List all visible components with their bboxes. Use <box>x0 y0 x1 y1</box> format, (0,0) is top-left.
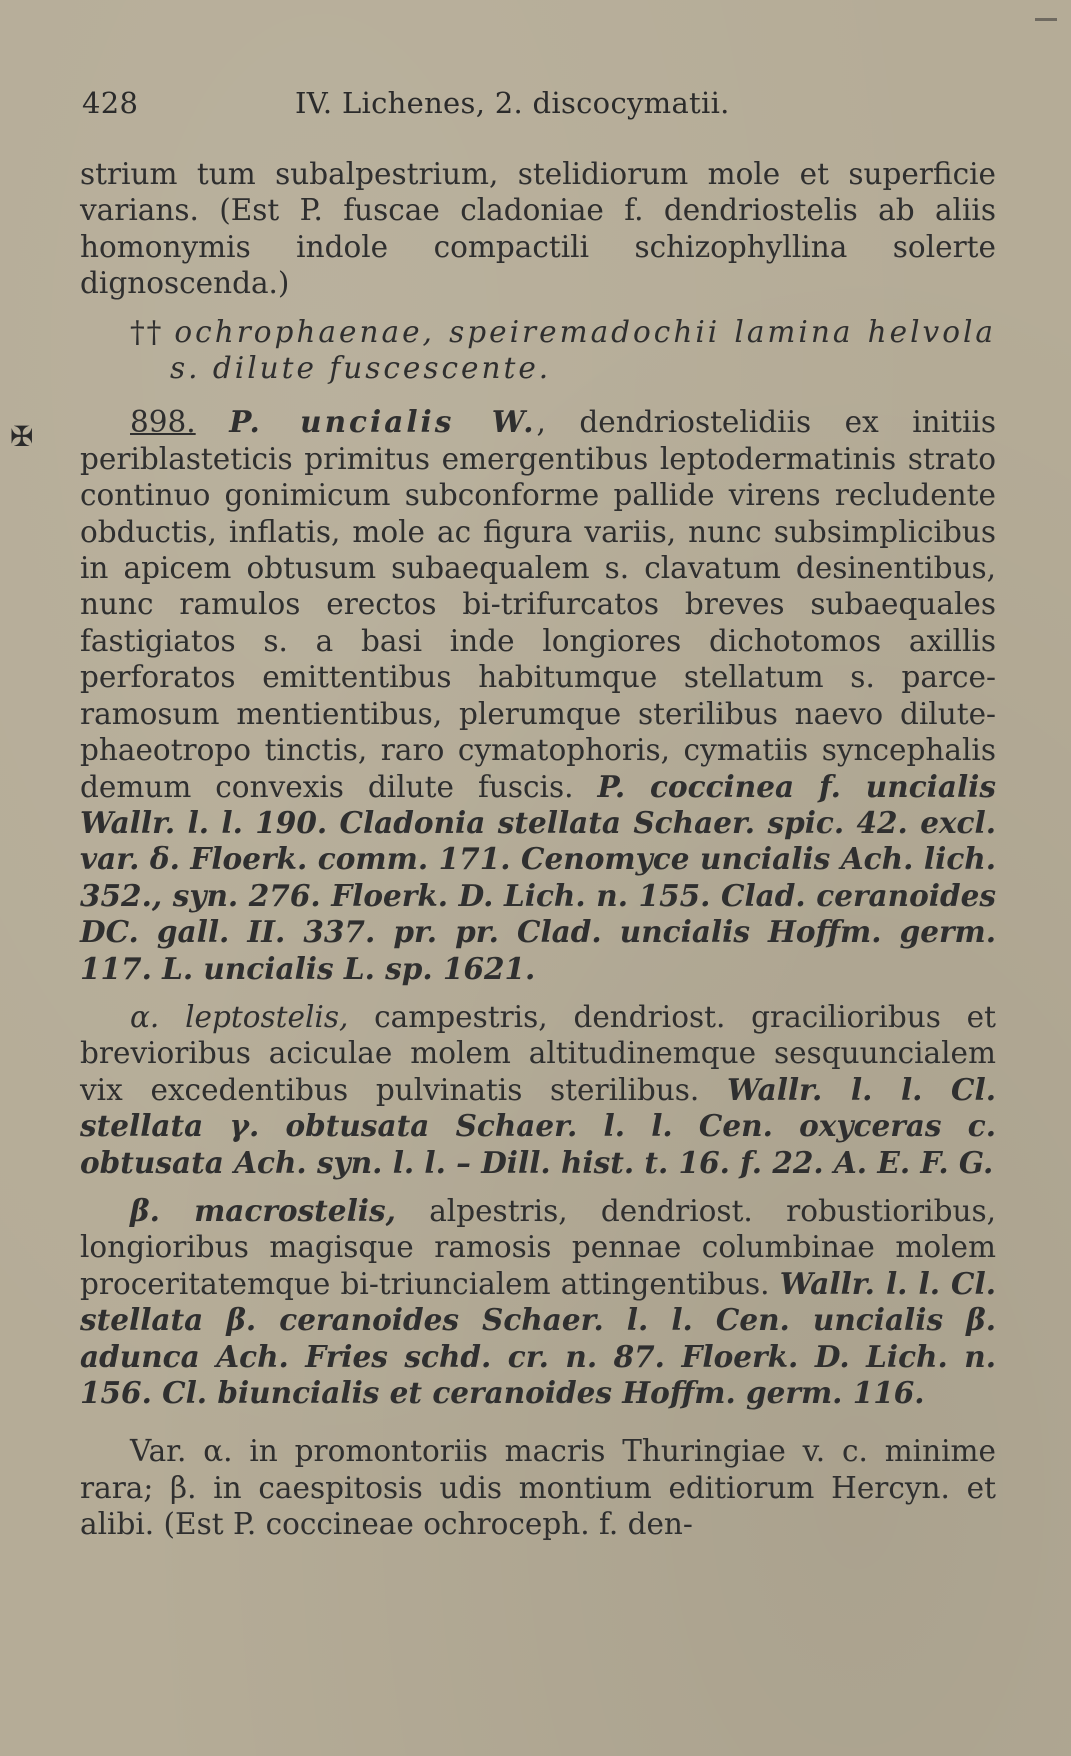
paragraph-habitat: Var. α. in promontoriis macris Thuringiae v. c. minime rara; β. in caespitosis udis montium editiorum Hercyn. et alibi. (Est P. coccineae ochroceph. f. den- <box>80 1434 996 1542</box>
paragraph-continuation: strium tum subalpestrium, stelidiorum mole et superficie varians. (Est P. fuscae cladoniae f. dendriostelis ab aliis homonymis indole compactili schizophyllina solerte dignoscenda.) <box>80 157 996 301</box>
variety-alpha-text: campestris, dendriost. gracilioribus et brevioribus aciculae molem altitudinemque sesquuncialem vix excedentibus pulvinatis sterilibus. <box>80 999 996 1107</box>
body-text <box>80 156 996 1543</box>
variety-alpha-refs: Wallr. l. l. Cl. stellata γ. obtusata Schaer. l. l. Cen. oxyceras c. obtusata Ach. syn. l. l. – Dill. hist. t. 16. f. 22. A. E. F. G. <box>80 1071 996 1180</box>
margin-cross-mark: ✠ <box>10 420 34 453</box>
variety-beta-text: alpestris, dendriost. robustioribus, longioribus magisque ramosis pennae columbinae molem proceritatemque bi-triuncialem attingentibus. <box>80 1193 996 1301</box>
paragraph-species-898 <box>80 404 996 987</box>
paragraph-variety-alpha <box>80 999 996 1181</box>
subsection-text: ochrophaenae, speiremadochii lamina helvola s. dilute fuscescente. <box>170 314 996 386</box>
variety-beta-refs: Wallr. l. l. Cl. stellata β. ceranoides Schaer. l. l. Cen. uncialis β. adunca Ach. Fries schd. cr. n. 87. Floerk. D. Lich. n. 156. Cl. biuncialis et ceranoides Hoffm. germ. 116. <box>80 1265 996 1410</box>
species-references: P. coccinea f. uncialis Wallr. l. l. 190. Cladonia stellata Schaer. spic. 42. excl. var. δ. Floerk. comm. 171. Cenomyce uncialis Ach. lich. 352., syn. 276. Floerk. D. Lich. n. 155. Clad. ceranoides DC. gall. II. 337. pr. pr. Clad. uncialis Hoffm. germ. 117. L. uncialis L. sp. 1621. <box>80 768 996 986</box>
corner-mark <box>1035 18 1057 21</box>
dagger-symbol: †† <box>130 314 164 349</box>
paragraph-variety-beta <box>80 1193 996 1411</box>
species-number: 898. <box>130 405 196 440</box>
variety-alpha-label: α. leptostelis, <box>130 999 349 1034</box>
running-title: IV. Lichenes, 2. discocymatii. <box>295 86 730 120</box>
running-header <box>82 86 782 126</box>
paragraph-subsection <box>80 314 996 387</box>
species-name: P. uncialis W. <box>229 404 537 440</box>
page-number: 428 <box>82 86 139 120</box>
species-description: , dendriostelidiis ex initiis periblasteticis primitus emergentibus leptodermatinis strato continuo gonimicum subconforme pallide virens recludente obductis, inflatis, mole ac figura variis, nunc subsimplicibus in apicem obtusum subaequalem s. clavatum desinentibus, nunc ramulos erectos bi-trifurcatos breves subaequales fastigiatos s. a basi inde longiores dichotomos axillis perforatos emittentibus habitumque stellatum s. parce-ramosum mentientibus, plerumque sterilibus naevo dilute-phaeotropo tinctis, raro cymatophoris, cymatiis syncephalis demum convexis dilute fuscis. <box>80 405 996 804</box>
variety-beta-label: β. macrostelis, <box>130 1192 396 1228</box>
